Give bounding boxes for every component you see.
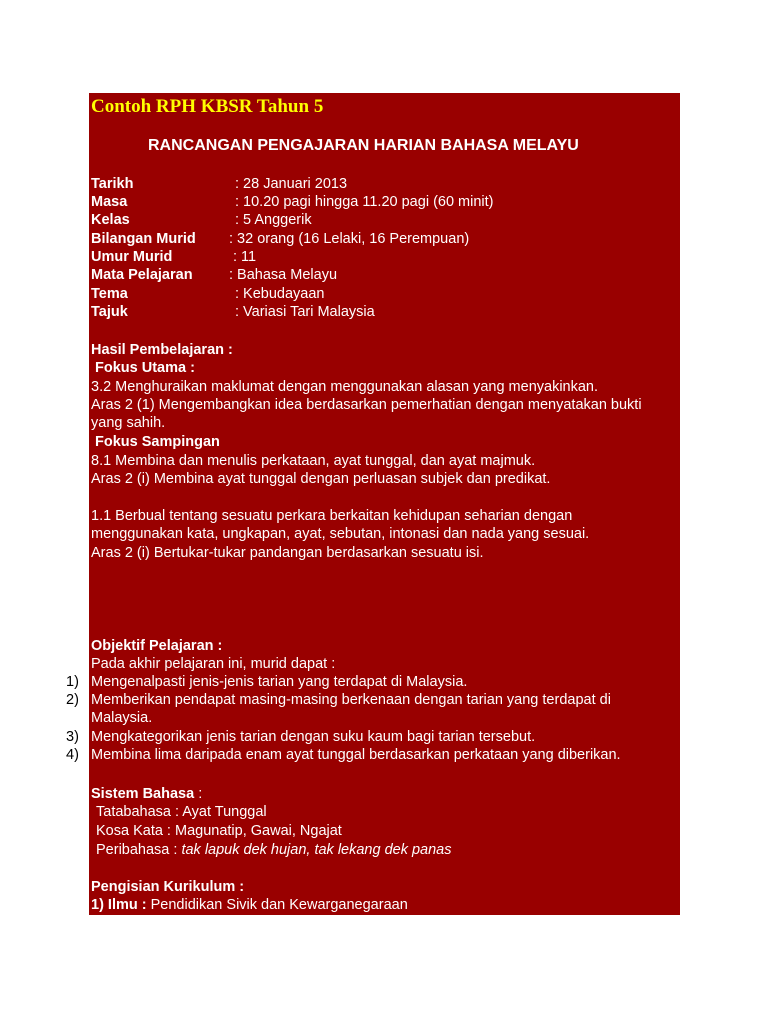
- info-label: Masa: [91, 194, 128, 210]
- info-value: : 10.20 pagi hingga 11.20 pagi (60 minit): [235, 194, 494, 210]
- section-heading-objektif: Objektif Pelajaran :: [91, 638, 223, 654]
- text-line: Aras 2 (i) Membina ayat tunggal dengan perluasan subjek dan predikat.: [91, 471, 551, 487]
- text-line: menggunakan kata, ungkapan, ayat, sebutan, intonasi dan nada yang sesuai.: [91, 526, 590, 542]
- info-label: Tema: [91, 286, 128, 302]
- text-line: Aras 2 (1) Mengembangkan idea berdasarkan pemerhatian dengan menyatakan bukti: [91, 397, 642, 413]
- section-heading-pengisian: Pengisian Kurikulum :: [91, 879, 245, 895]
- info-value: : 11: [233, 249, 257, 265]
- list-item: Mengkategorikan jenis tarian dengan suku kaum bagi tarian tersebut.: [91, 729, 536, 745]
- pengisian-item-text: Pendidikan Sivik dan Kewarganegaraan: [146, 897, 408, 913]
- list-item: [96, 841, 452, 859]
- list-item: Tatabahasa : Ayat Tunggal: [96, 804, 267, 820]
- document-title: Contoh RPH KBSR Tahun 5: [91, 96, 324, 117]
- list-item-text: Peribahasa :: [96, 842, 182, 858]
- objektif-intro: Pada akhir pelajaran ini, murid dapat :: [91, 656, 336, 672]
- sistem-heading-text: Sistem Bahasa: [91, 786, 195, 802]
- text-line: 3.2 Menghuraikan maklumat dengan menggunakan alasan yang menyakinkan.: [91, 379, 599, 395]
- list-item: Kosa Kata : Magunatip, Gawai, Ngajat: [96, 823, 342, 839]
- info-value: : Bahasa Melayu: [229, 267, 338, 283]
- info-value: : 32 orang (16 Lelaki, 16 Perempuan): [229, 231, 470, 247]
- list-item: Memberikan pendapat masing-masing berkenaan dengan tarian yang terdapat di: [91, 692, 611, 708]
- sistem-heading-colon: :: [194, 786, 203, 802]
- bullet-icon: •: [66, 360, 71, 376]
- pengisian-item-label: 1) Ilmu :: [91, 897, 147, 913]
- info-label: Tajuk: [91, 304, 128, 320]
- info-label: Mata Pelajaran: [91, 267, 193, 283]
- text-line: yang sahih.: [91, 415, 166, 431]
- info-label: Umur Murid: [91, 249, 173, 265]
- list-number: 2): [66, 692, 79, 708]
- info-value: : Kebudayaan: [235, 286, 325, 302]
- text-line: Aras 2 (i) Bertukar-tukar pandangan berdasarkan sesuatu isi.: [91, 545, 484, 561]
- list-item: Membina lima daripada enam ayat tunggal berdasarkan perkataan yang diberikan.: [91, 747, 621, 763]
- list-number: 1): [66, 674, 79, 690]
- bullet-icon: •: [66, 823, 71, 839]
- info-label: Bilangan Murid: [91, 231, 196, 247]
- section-heading-sistem: [91, 785, 202, 803]
- bullet-icon: •: [66, 842, 71, 858]
- peribahasa-italic: tak lapuk dek hujan, tak lekang dek panas: [181, 842, 452, 858]
- info-label: Kelas: [91, 212, 130, 228]
- info-value: : 28 Januari 2013: [235, 176, 348, 192]
- list-item: Malaysia.: [91, 710, 153, 726]
- text-line: 8.1 Membina dan menulis perkataan, ayat tunggal, dan ayat majmuk.: [91, 453, 536, 469]
- section-heading-hasil: Hasil Pembelajaran :: [91, 342, 233, 358]
- list-number: 3): [66, 729, 79, 745]
- pengisian-item: [91, 896, 408, 914]
- main-heading: RANCANGAN PENGAJARAN HARIAN BAHASA MELAYU: [148, 137, 579, 154]
- info-label: Tarikh: [91, 176, 134, 192]
- list-number: 4): [66, 747, 79, 763]
- info-value: : Variasi Tari Malaysia: [235, 304, 375, 320]
- bullet-icon: •: [66, 434, 71, 450]
- text-line: 1.1 Berbual tentang sesuatu perkara berkaitan kehidupan seharian dengan: [91, 508, 573, 524]
- info-value: : 5 Anggerik: [235, 212, 312, 228]
- fokus-utama-label: Fokus Utama :: [95, 360, 195, 376]
- bullet-icon: •: [66, 804, 71, 820]
- list-item: Mengenalpasti jenis-jenis tarian yang terdapat di Malaysia.: [91, 674, 468, 690]
- fokus-sampingan-label: Fokus Sampingan: [95, 434, 220, 450]
